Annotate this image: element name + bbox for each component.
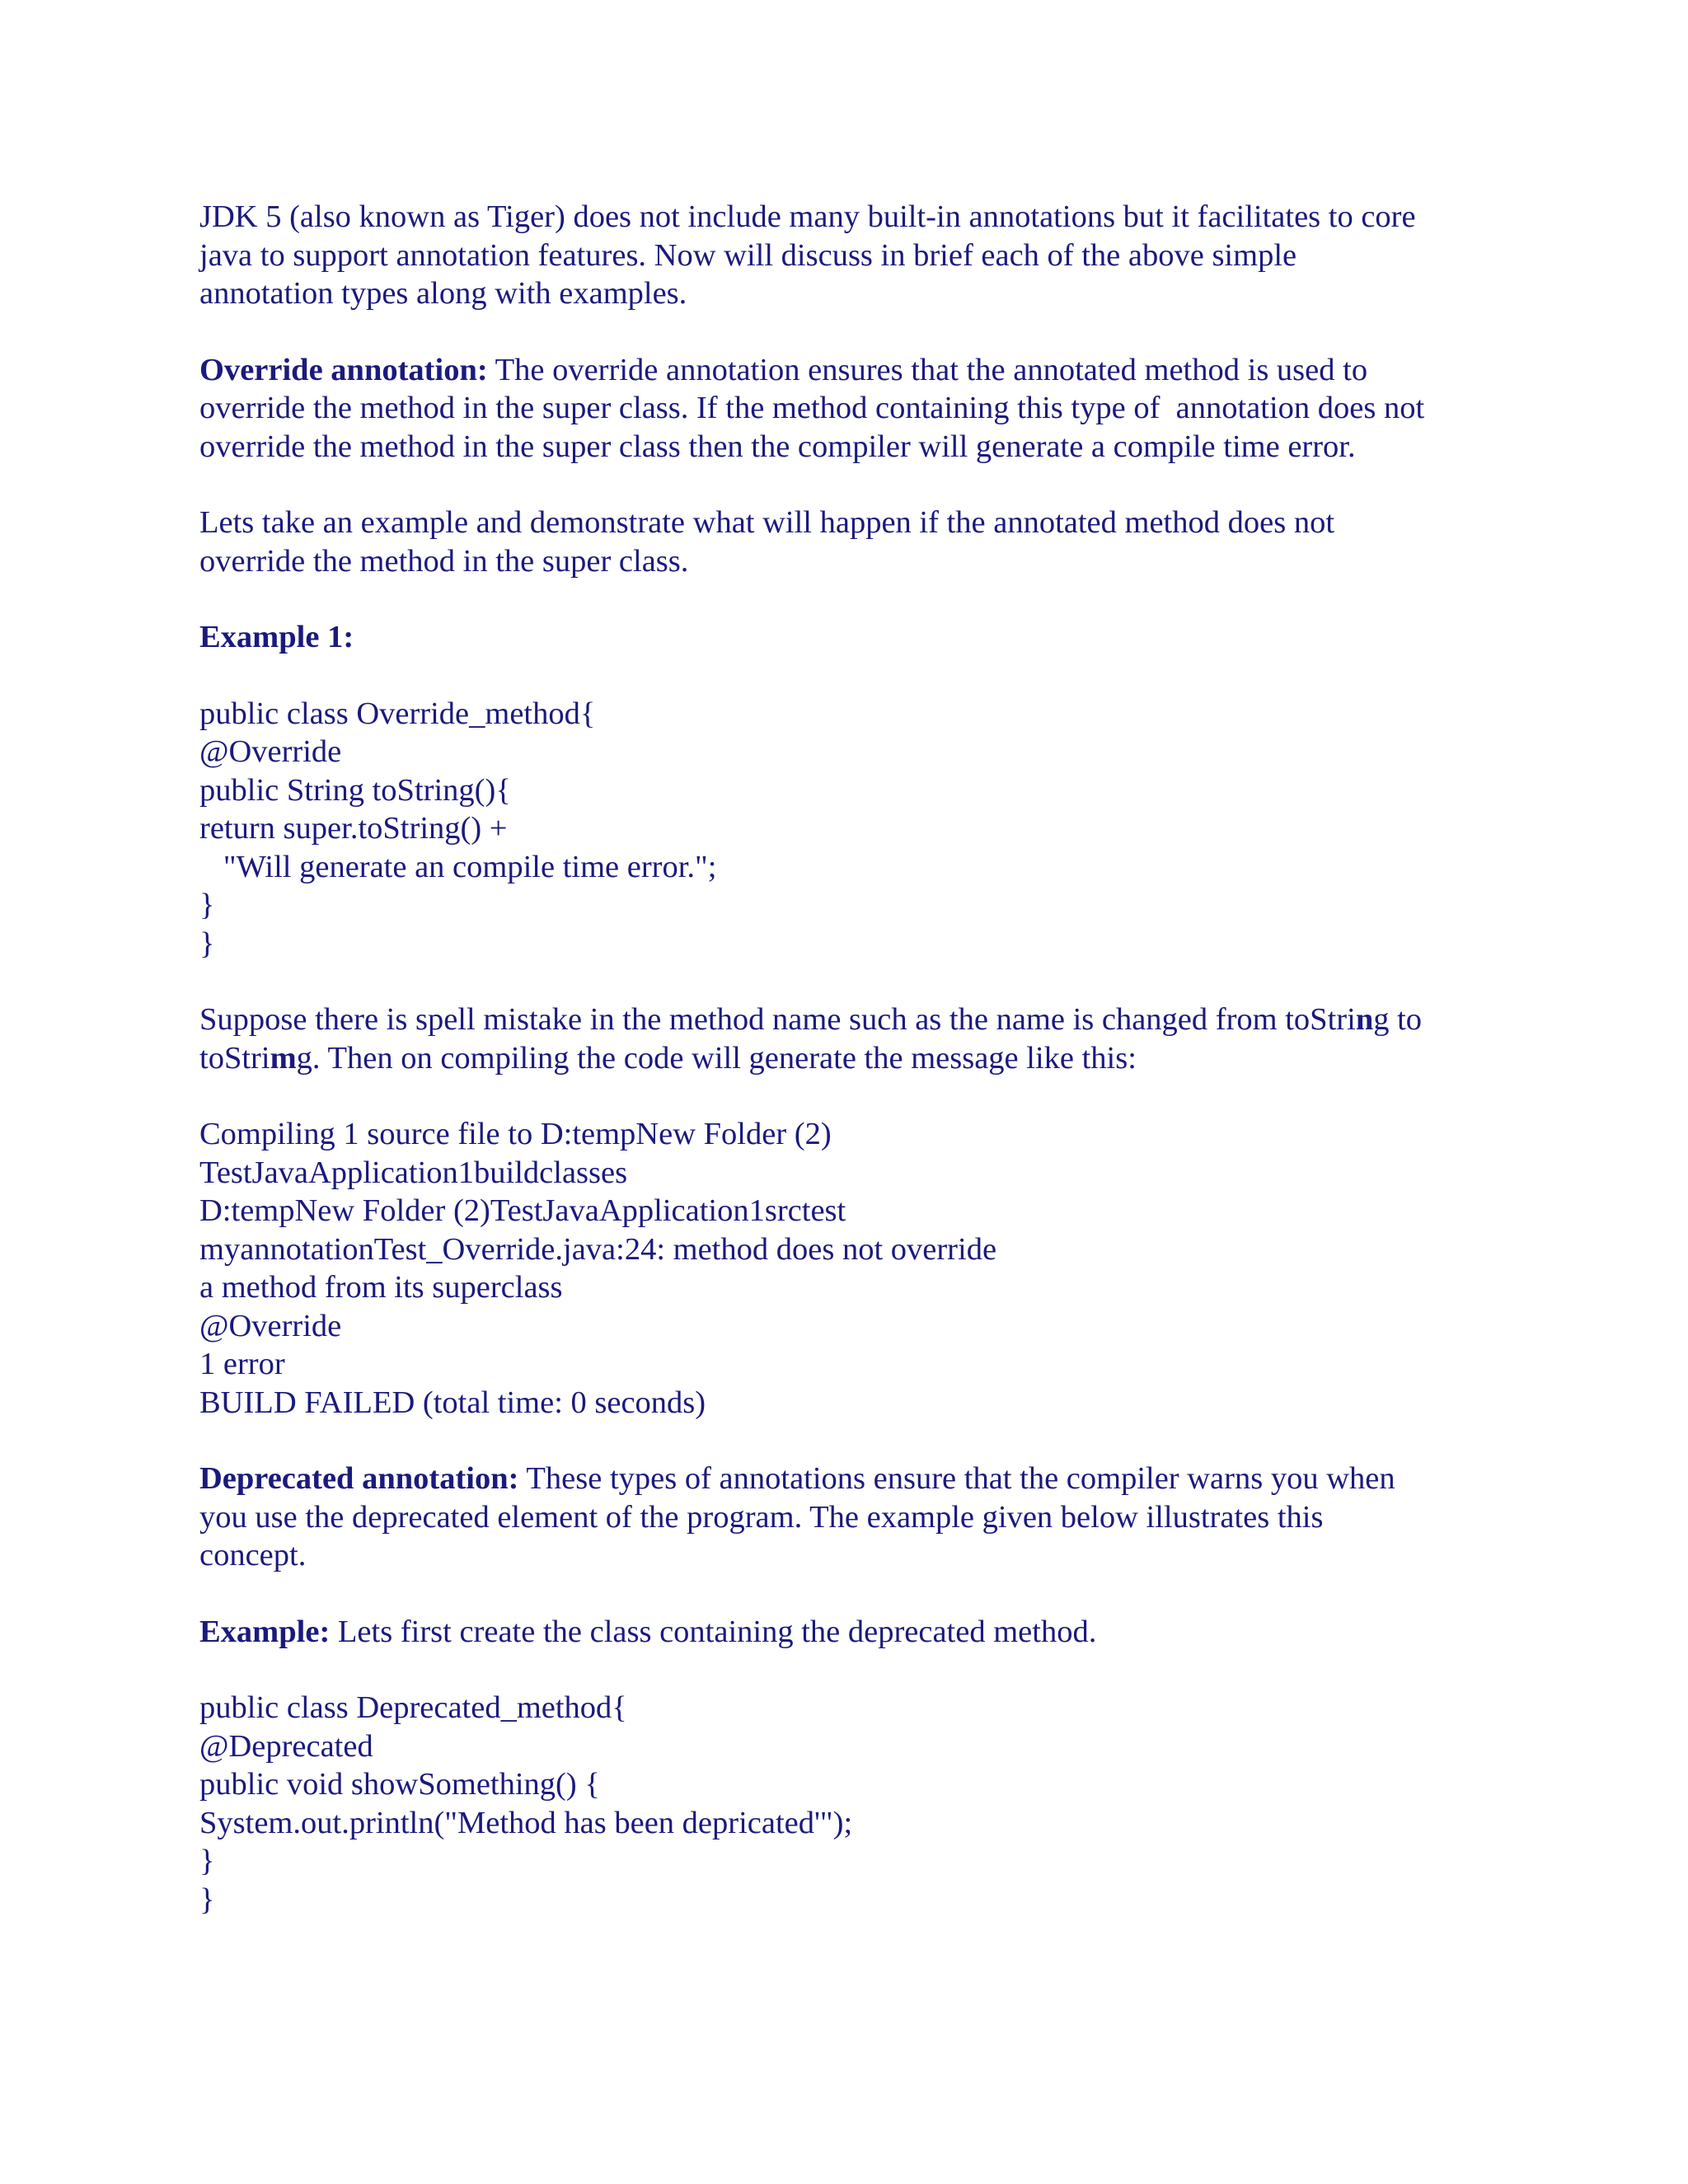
code-2-line: public class Deprecated_method{ bbox=[199, 1690, 627, 1725]
code-1-line: return super.toString() + bbox=[199, 811, 508, 846]
intro-line-1: JDK 5 (also known as Tiger) does not include many built-in annotations but it facilitates to core bbox=[199, 199, 1416, 234]
spell-mistake-paragraph bbox=[199, 1001, 1502, 1077]
code-2-line: System.out.println("Method has been depricated'"); bbox=[199, 1805, 853, 1840]
output-line: BUILD FAILED (total time: 0 seconds) bbox=[199, 1385, 706, 1420]
code-1-line: } bbox=[199, 888, 215, 922]
example-2-text: Lets first create the class containing the deprecated method. bbox=[330, 1614, 1097, 1649]
override-line-3: override the method in the super class then the compiler will generate a compile time error. bbox=[199, 429, 1356, 464]
output-line: TestJavaApplication1buildclasses bbox=[199, 1155, 628, 1190]
spell-line-1-a: Suppose there is spell mistake in the method name such as the name is changed from toStri bbox=[199, 1002, 1356, 1037]
override-line-1-text: The override annotation ensures that the annotated method is used to bbox=[487, 352, 1368, 387]
output-line: D:tempNew Folder (2)TestJavaApplication1srctest bbox=[199, 1193, 846, 1228]
code-1-line: public String toString(){ bbox=[199, 772, 511, 808]
code-2-line: } bbox=[199, 1844, 215, 1878]
compile-output bbox=[199, 1115, 1502, 1422]
code-2-line: } bbox=[199, 1882, 215, 1917]
intro-line-2: java to support annotation features. Now will discuss in brief each of the above simple bbox=[199, 237, 1297, 273]
spell-line-1-b: g to bbox=[1373, 1002, 1423, 1037]
code-1-line: @Override bbox=[199, 734, 342, 769]
deprecated-paragraph bbox=[199, 1460, 1502, 1575]
spell-line-2-b: g. Then on compiling the code will generate the message like this: bbox=[296, 1040, 1137, 1076]
deprecated-line-2: you use the deprecated element of the program. The example given below illustrates this bbox=[199, 1499, 1324, 1535]
output-line: Compiling 1 source file to D:tempNew Folder (2) bbox=[199, 1117, 832, 1151]
intro-paragraph bbox=[199, 198, 1502, 313]
deprecated-line-3: concept. bbox=[199, 1538, 307, 1572]
demo-intro-paragraph bbox=[199, 504, 1502, 580]
spell-line-1-bold: n bbox=[1355, 1002, 1374, 1037]
demo-intro-line-1: Lets take an example and demonstrate what will happen if the annotated method does not bbox=[199, 505, 1335, 540]
example-2-term: Example: bbox=[199, 1614, 331, 1649]
code-block-1 bbox=[199, 695, 1502, 963]
document-page bbox=[199, 198, 1502, 1957]
code-block-2 bbox=[199, 1689, 1502, 1919]
code-1-line: } bbox=[199, 926, 215, 961]
deprecated-term: Deprecated annotation: bbox=[199, 1461, 519, 1496]
example-1-heading: Example 1: bbox=[199, 620, 354, 654]
override-line-2: override the method in the super class. If the method containing this type of annotation does not bbox=[199, 391, 1425, 425]
code-2-line: public void showSomething() { bbox=[199, 1767, 600, 1802]
output-line: a method from its superclass bbox=[199, 1270, 563, 1305]
output-line: myannotationTest_Override.java:24: method does not override bbox=[199, 1231, 997, 1267]
intro-line-3: annotation types along with examples. bbox=[199, 276, 687, 311]
example-2-paragraph bbox=[199, 1613, 1502, 1652]
deprecated-line-1-text: These types of annotations ensure that the compiler warns you when bbox=[518, 1461, 1395, 1496]
override-term: Override annotation: bbox=[199, 352, 488, 387]
override-paragraph bbox=[199, 351, 1502, 466]
spell-line-2-a: toStri bbox=[199, 1040, 270, 1076]
code-1-line: public class Override_method{ bbox=[199, 696, 596, 731]
output-line: @Override bbox=[199, 1308, 342, 1343]
demo-intro-line-2: override the method in the super class. bbox=[199, 543, 689, 579]
spell-line-2-bold: m bbox=[270, 1040, 297, 1076]
code-1-line: "Will generate an compile time error."; bbox=[199, 849, 717, 884]
output-line: 1 error bbox=[199, 1347, 285, 1381]
code-2-line: @Deprecated bbox=[199, 1728, 373, 1764]
